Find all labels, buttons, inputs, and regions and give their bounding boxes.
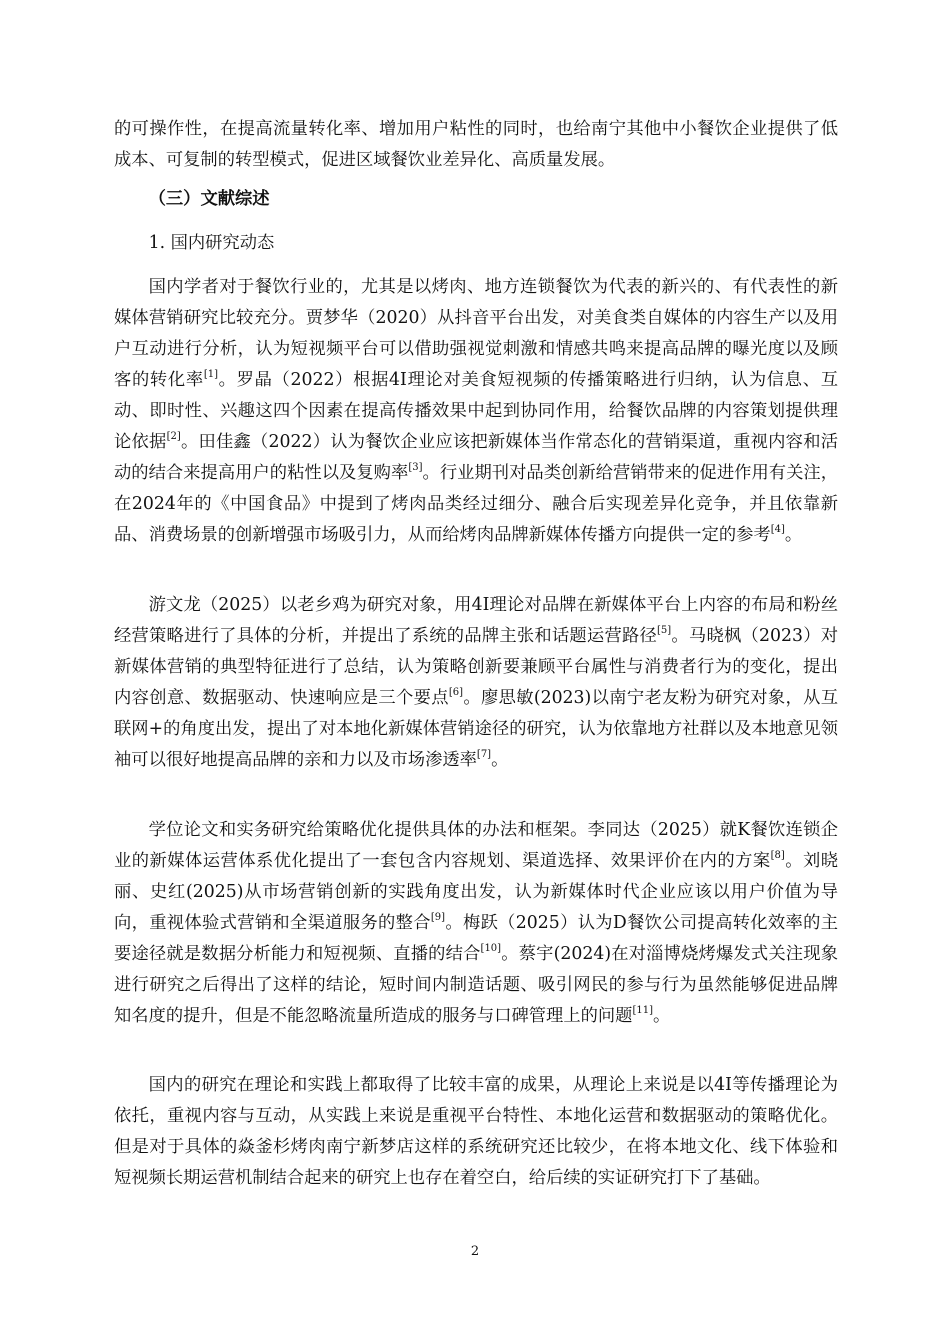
paragraph-text: 。刘晓丽、史红(2025)从市场营销创新的实践角度出发，认为新媒体时代企业应该以用户价值为导向，重视体验式营销和全渠道服务的整合 — [114, 851, 838, 933]
citation-ref: [5] — [657, 625, 672, 636]
subsection-heading-domestic — [114, 228, 838, 259]
paragraph-text: 。行业期刊对品类创新给营销带来的促进作用有关注，在2024年的《中国食品》中提到了烤肉品类经过细分、融合后实现差异化竞争，并且依靠新品、消费场景的创新增强市场吸引力，从而给烤肉品牌新媒体传播方向提供一定的参考 — [114, 463, 838, 545]
paragraph-text: 游文龙（2025）以老乡鸡为研究对象，用4I理论对品牌在新媒体平台上内容的布局和粉丝经营策略进行了具体的分析，并提出了系统的品牌主张和话题运营路径 — [114, 595, 838, 646]
heading-text: （三）文献综述 — [148, 189, 270, 209]
paragraph-text: 。 — [652, 1006, 671, 1026]
citation-ref: [4] — [770, 524, 785, 535]
paragraph-domestic-2 — [114, 590, 838, 776]
paragraph-text: 。田佳鑫（2022）认为餐饮企业应该把新媒体当作常态化的营销渠道，重视内容和活动的结合来提高用户的粘性以及复购率 — [114, 432, 838, 483]
citation-ref: [3] — [408, 462, 423, 473]
paragraph-text: 。梅跃（2025）认为D餐饮公司提高转化效率的主要途径就是数据分析能力和短视频、直播的结合 — [114, 913, 838, 964]
citation-ref: [6] — [448, 687, 463, 698]
citation-ref: [1] — [203, 369, 218, 380]
citation-ref: [11] — [632, 1005, 653, 1016]
paragraph-text: 。 — [784, 525, 803, 545]
paragraph-intro-continued — [114, 114, 838, 176]
paragraph-domestic-3 — [114, 815, 838, 1032]
paragraph-text: 。廖思敏(2023)以南宁老友粉为研究对象，从互联网+的角度出发，提出了对本地化新媒体营销途径的研究，认为依靠地方社群以及本地意见领袖可以很好地提高品牌的亲和力以及市场渗透率 — [114, 688, 838, 770]
citation-ref: [10] — [480, 943, 502, 954]
section-heading-literature-review — [114, 184, 838, 215]
paragraph-text: 。罗晶（2022）根据4I理论对美食短视频的传播策略进行归纳，认为信息、互动、即时性、兴趣这四个因素在提高传播效果中起到协同作用，给餐饮品牌的内容策划提供理论依据 — [114, 370, 838, 452]
paragraph-domestic-1 — [114, 272, 838, 551]
paragraph-text: 。 — [491, 750, 509, 770]
citation-ref: [7] — [476, 749, 492, 760]
paragraph-domestic-summary — [114, 1070, 838, 1194]
paragraph-text: 学位论文和实务研究给策略优化提供具体的办法和框架。李同达（2025）就K餐饮连锁企业的新媒体运营体系优化提出了一套包含内容规划、渠道选择、效果评价在内的方案 — [114, 820, 838, 871]
page-number: 2 — [470, 1244, 480, 1259]
paragraph-text: 。马晓枫（2023）对新媒体营销的典型特征进行了总结，认为策略创新要兼顾平台属性与消费者行为的变化，提出内容创意、数据驱动、快速响应是三个要点 — [114, 626, 838, 708]
paragraph-text: 。蔡宇(2024)在对淄博烧烤爆发式关注现象进行研究之后得出了这样的结论，短时间内制造话题、吸引网民的参与行为虽然能够促进品牌知名度的提升，但是不能忽略流量所造成的服务与口碑管理上的问题 — [114, 944, 838, 1026]
citation-ref: [2] — [166, 431, 181, 442]
paragraph-text: 国内学者对于餐饮行业的，尤其是以烤肉、地方连锁餐饮为代表的新兴的、有代表性的新媒体营销研究比较充分。贾梦华（2020）从抖音平台出发，对美食类自媒体的内容生产以及用户互动进行分析，认为短视频平台可以借助强视觉刺激和情感共鸣来提高品牌的曝光度以及顾客的转化率 — [114, 277, 838, 390]
paragraph-text: 的可操作性，在提高流量转化率、增加用户粘性的同时，也给南宁其他中小餐饮企业提供了低成本、可复制的转型模式，促进区域餐饮业差异化、高质量发展。 — [114, 119, 838, 170]
paragraph-text: 国内的研究在理论和实践上都取得了比较丰富的成果，从理论上来说是以4I等传播理论为依托，重视内容与互动，从实践上来说是重视平台特性、本地化运营和数据驱动的策略优化。但是对于具体的焱釜杉烤肉南宁新梦店这样的系统研究还比较少，在将本地文化、线下体验和短视频长期运营机制结合起来的研究上也存在着空白，给后续的实证研究打下了基础。 — [114, 1075, 838, 1188]
citation-ref: [9] — [430, 912, 446, 923]
subheading-text: 1. 国内研究动态 — [148, 233, 275, 253]
citation-ref: [8] — [770, 850, 785, 861]
